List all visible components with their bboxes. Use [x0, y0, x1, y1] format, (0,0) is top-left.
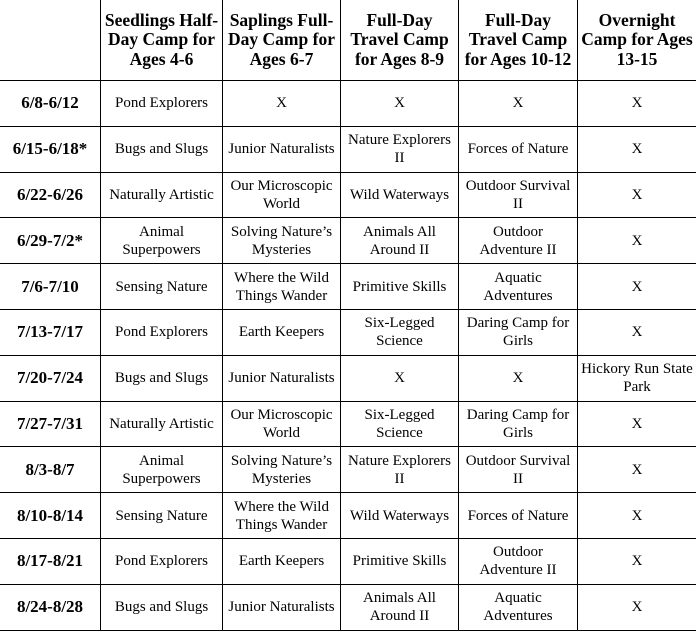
travel-8-9-cell: Nature Explorers II: [341, 126, 459, 172]
table-row: [0, 172, 696, 218]
saplings-cell: Earth Keepers: [223, 309, 341, 355]
saplings-cell: Our Microscopic World: [223, 401, 341, 447]
travel-10-12-cell: Forces of Nature: [459, 126, 578, 172]
overnight-cell: X: [578, 81, 696, 127]
date-cell: 6/29-7/2*: [0, 218, 101, 264]
travel-8-9-cell: Wild Waterways: [341, 172, 459, 218]
seedlings-cell: Sensing Nature: [101, 493, 223, 539]
seedlings-cell: Pond Explorers: [101, 309, 223, 355]
seedlings-cell: Animal Superpowers: [101, 218, 223, 264]
date-cell: 8/3-8/7: [0, 447, 101, 493]
travel-8-9-cell: X: [341, 355, 459, 401]
table-row: [0, 264, 696, 310]
seedlings-cell: Bugs and Slugs: [101, 355, 223, 401]
overnight-cell: X: [578, 493, 696, 539]
date-cell: 6/8-6/12: [0, 81, 101, 127]
saplings-cell: Junior Naturalists: [223, 355, 341, 401]
travel-8-9-cell: Six-Legged Science: [341, 309, 459, 355]
saplings-cell: Where the Wild Things Wander: [223, 264, 341, 310]
date-cell: 6/22-6/26: [0, 172, 101, 218]
table-row: [0, 538, 696, 584]
date-cell: 8/17-8/21: [0, 538, 101, 584]
travel-10-12-cell: Aquatic Adventures: [459, 584, 578, 630]
header-saplings: Saplings Full-Day Camp for Ages 6-7: [223, 0, 341, 81]
overnight-cell: Hickory Run State Park: [578, 355, 696, 401]
travel-8-9-cell: X: [341, 81, 459, 127]
travel-10-12-cell: X: [459, 355, 578, 401]
table-row: [0, 81, 696, 127]
date-cell: 6/15-6/18*: [0, 126, 101, 172]
saplings-cell: Solving Nature’s Mysteries: [223, 447, 341, 493]
saplings-cell: X: [223, 81, 341, 127]
table-row: [0, 401, 696, 447]
seedlings-cell: Bugs and Slugs: [101, 584, 223, 630]
saplings-cell: Junior Naturalists: [223, 584, 341, 630]
header-travel-10-12: Full-Day Travel Camp for Ages 10-12: [459, 0, 578, 81]
date-cell: 8/24-8/28: [0, 584, 101, 630]
table-body: [0, 81, 696, 631]
travel-8-9-cell: Nature Explorers II: [341, 447, 459, 493]
overnight-cell: X: [578, 264, 696, 310]
travel-10-12-cell: Outdoor Adventure II: [459, 218, 578, 264]
table-row: [0, 584, 696, 630]
overnight-cell: X: [578, 172, 696, 218]
corner-header: [0, 0, 101, 81]
header-travel-8-9: Full-Day Travel Camp for Ages 8-9: [341, 0, 459, 81]
travel-10-12-cell: Outdoor Survival II: [459, 172, 578, 218]
date-cell: 8/10-8/14: [0, 493, 101, 539]
overnight-cell: X: [578, 218, 696, 264]
travel-10-12-cell: Daring Camp for Girls: [459, 401, 578, 447]
seedlings-cell: Naturally Artistic: [101, 401, 223, 447]
travel-10-12-cell: Outdoor Adventure II: [459, 538, 578, 584]
seedlings-cell: Bugs and Slugs: [101, 126, 223, 172]
overnight-cell: X: [578, 401, 696, 447]
overnight-cell: X: [578, 538, 696, 584]
table-row: [0, 447, 696, 493]
header-row: [0, 0, 696, 81]
seedlings-cell: Animal Superpowers: [101, 447, 223, 493]
date-cell: 7/20-7/24: [0, 355, 101, 401]
date-cell: 7/27-7/31: [0, 401, 101, 447]
travel-10-12-cell: X: [459, 81, 578, 127]
travel-10-12-cell: Aquatic Adventures: [459, 264, 578, 310]
table-row: [0, 309, 696, 355]
overnight-cell: X: [578, 309, 696, 355]
seedlings-cell: Pond Explorers: [101, 538, 223, 584]
saplings-cell: Junior Naturalists: [223, 126, 341, 172]
travel-8-9-cell: Primitive Skills: [341, 538, 459, 584]
date-cell: 7/6-7/10: [0, 264, 101, 310]
travel-10-12-cell: Daring Camp for Girls: [459, 309, 578, 355]
overnight-cell: X: [578, 584, 696, 630]
saplings-cell: Earth Keepers: [223, 538, 341, 584]
travel-8-9-cell: Primitive Skills: [341, 264, 459, 310]
travel-8-9-cell: Wild Waterways: [341, 493, 459, 539]
seedlings-cell: Sensing Nature: [101, 264, 223, 310]
table-row: [0, 355, 696, 401]
overnight-cell: X: [578, 126, 696, 172]
table-row: [0, 126, 696, 172]
saplings-cell: Where the Wild Things Wander: [223, 493, 341, 539]
travel-10-12-cell: Outdoor Survival II: [459, 447, 578, 493]
overnight-cell: X: [578, 447, 696, 493]
date-cell: 7/13-7/17: [0, 309, 101, 355]
header-overnight: Overnight Camp for Ages 13-15: [578, 0, 696, 81]
table-row: [0, 493, 696, 539]
header-seedlings: Seedlings Half-Day Camp for Ages 4-6: [101, 0, 223, 81]
saplings-cell: Solving Nature’s Mysteries: [223, 218, 341, 264]
saplings-cell: Our Microscopic World: [223, 172, 341, 218]
travel-8-9-cell: Animals All Around II: [341, 218, 459, 264]
travel-10-12-cell: Forces of Nature: [459, 493, 578, 539]
travel-8-9-cell: Six-Legged Science: [341, 401, 459, 447]
seedlings-cell: Pond Explorers: [101, 81, 223, 127]
seedlings-cell: Naturally Artistic: [101, 172, 223, 218]
travel-8-9-cell: Animals All Around II: [341, 584, 459, 630]
table-row: [0, 218, 696, 264]
